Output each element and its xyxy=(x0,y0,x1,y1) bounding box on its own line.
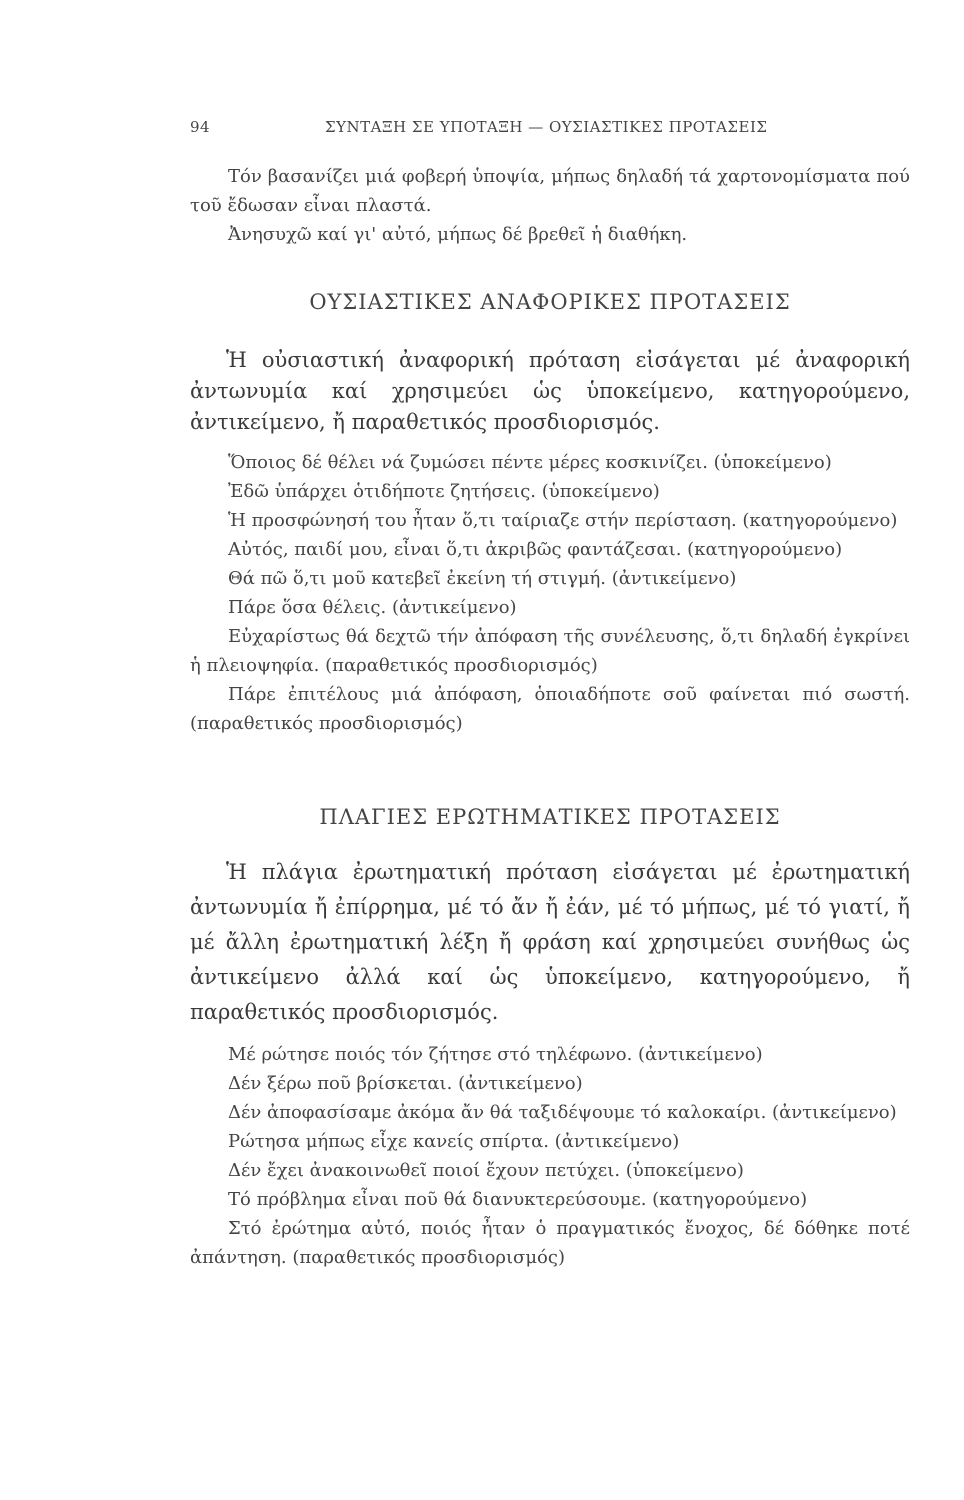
definition-paragraph: Ἡ οὐσιαστική ἀναφορική πρόταση εἰσάγεται μέ ἀναφορική ἀντωνυμία καί χρησιμεύει ὡς ὑποκείμενο, κατηγορούμενο, ἀντικείμενο, ἤ παραθετικός προσδιορισμός. xyxy=(190,348,910,434)
definition-paragraph: Ἡ πλάγια ἐρωτηματική πρόταση εἰσάγεται μέ ἐρωτηματική ἀντωνυμία ἤ ἐπίρρημα, μέ τό ἄν ἤ ἐάν, μέ τό μήπως, μέ τό γιατί, ἤ μέ ἄλλη ἐρωτηματική λέξη ἤ φράση καί χρησιμεύει συνήθως ὡς ἀντικείμενο ἀλλά καί ὡς ὑποκείμενο, κατηγορούμενο, ἤ παραθετικός προσδιορισμός. xyxy=(190,860,910,1024)
example-sentence: Μέ ρώτησε ποιός τόν ζήτησε στό τηλέφωνο. (ἀντικείμενο) xyxy=(228,1044,763,1065)
example-sentence: Αὐτός, παιδί μου, εἶναι ὅ,τι ἀκριβῶς φαντάζεσαι. (κατηγορούμενο) xyxy=(228,539,843,560)
example-sentence: Ἐδῶ ὑπάρχει ὁτιδήποτε ζητήσεις. (ὑποκείμενο) xyxy=(228,481,660,502)
example-sentence: Στό ἐρώτημα αὐτό, ποιός ἦταν ὁ πραγματικός ἔνοχος, δέ δόθηκε ποτέ ἀπάντηση. (παραθετικός προσδιορισμός) xyxy=(190,1218,910,1268)
example-sentence: Θά πῶ ὅ,τι μοῦ κατεβεῖ ἐκείνη τή στιγμή. (ἀντικείμενο) xyxy=(228,568,737,589)
example-sentence: Πάρε ὅσα θέλεις. (ἀντικείμενο) xyxy=(228,597,517,618)
example-sentence: Ρώτησα μήπως εἶχε κανείς σπίρτα. (ἀντικείμενο) xyxy=(228,1131,680,1152)
section-heading-indirect-questions: ΠΛΑΓΙΕΣ ΕΡΩΤΗΜΑΤΙΚΕΣ ΠΡΟΤΑΣΕΙΣ xyxy=(319,805,781,829)
page-number: 94 xyxy=(190,118,211,136)
intro-examples xyxy=(190,162,910,249)
example-sentence: Δέν ξέρω ποῦ βρίσκεται. (ἀντικείμενο) xyxy=(228,1073,583,1094)
section-indirect-questions xyxy=(190,855,910,1272)
example-sentence: Τόν βασανίζει μιά φοβερή ὑποψία, μήπως δηλαδή τά χαρτονομίσματα πού τοῦ ἔδωσαν εἶναι πλαστά. xyxy=(190,166,910,216)
section-heading-relative-clauses: ΟΥΣΙΑΣΤΙΚΕΣ ΑΝΑΦΟΡΙΚΕΣ ΠΡΟΤΑΣΕΙΣ xyxy=(309,290,791,314)
example-sentence: Δέν ἔχει ἀνακοινωθεῖ ποιοί ἔχουν πετύχει. (ὑποκείμενο) xyxy=(228,1160,744,1181)
running-title: ΣΥΝΤΑΞΗ ΣΕ ΥΠΟΤΑΞΗ — ΟΥΣΙΑΣΤΙΚΕΣ ΠΡΟΤΑΣΕΙΣ xyxy=(325,118,768,136)
example-sentence: Εὐχαρίστως θά δεχτῶ τήν ἀπόφαση τῆς συνέλευσης, ὅ,τι δηλαδή ἐγκρίνει ἡ πλειοψηφία. (παραθετικός προσδιορισμός) xyxy=(190,626,910,676)
section-relative-clauses xyxy=(190,345,910,738)
page-header xyxy=(190,118,910,142)
example-sentence: Δέν ἀποφασίσαμε ἀκόμα ἄν θά ταξιδέψουμε τό καλοκαίρι. (ἀντικείμενο) xyxy=(228,1102,897,1123)
example-sentence: Ἀνησυχῶ καί γι' αὐτό, μήπως δέ βρεθεῖ ἡ διαθήκη. xyxy=(228,224,688,245)
example-sentence: Τό πρόβλημα εἶναι ποῦ θά διανυκτερεύσουμε. (κατηγορούμενο) xyxy=(228,1189,808,1210)
example-sentence: Ὅποιος δέ θέλει νά ζυμώσει πέντε μέρες κοσκινίζει. (ὑποκείμενο) xyxy=(228,452,832,473)
example-sentence: Ἡ προσφώνησή του ἦταν ὅ,τι ταίριαζε στήν περίσταση. (κατηγορούμενο) xyxy=(228,510,898,531)
example-sentence: Πάρε ἐπιτέλους μιά ἀπόφαση, ὁποιαδήποτε σοῦ φαίνεται πιό σωστή. (παραθετικός προσδιορισμός) xyxy=(190,684,910,734)
